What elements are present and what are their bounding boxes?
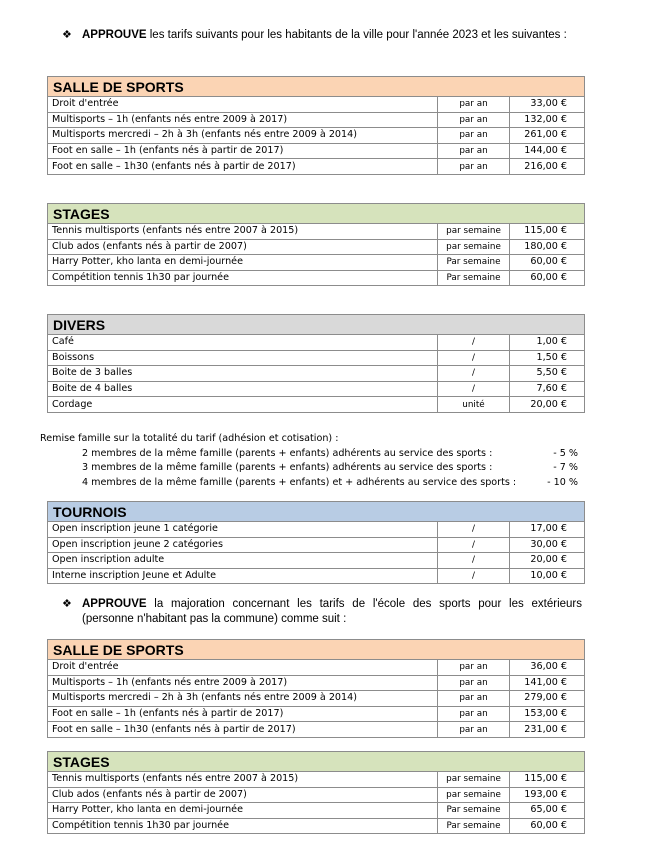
diamond-bullet-icon: ❖: [62, 598, 72, 610]
tariff-price: 7,60 €: [510, 381, 585, 397]
table-row: [48, 159, 585, 175]
tariff-label: Club ados (enfants nés à partir de 2007): [48, 787, 438, 803]
tariff-price: 20,00 €: [510, 553, 585, 569]
tariff-period: par an: [438, 112, 510, 128]
tariff-period: Par semaine: [438, 270, 510, 286]
diamond-bullet-icon: ❖: [62, 29, 72, 41]
table-row: [48, 270, 585, 286]
approval-text: la majoration concernant les tarifs de l'école des sports pour les extérieurs (personne n'habitant pas la commune) comme suit :: [82, 598, 582, 625]
table-row: [48, 143, 585, 159]
table-row: [48, 397, 585, 413]
family-discount-section: [40, 432, 600, 490]
table-salle-de-sports-residents: [47, 76, 585, 175]
table-row: [48, 537, 585, 553]
tariff-price: 141,00 €: [510, 675, 585, 691]
section-header: STAGES: [48, 204, 585, 224]
tariff-price: 144,00 €: [510, 143, 585, 159]
tariff-period: par semaine: [438, 787, 510, 803]
tariff-label: Droit d'entrée: [48, 97, 438, 113]
tariff-price: 60,00 €: [510, 818, 585, 834]
tariff-label: Boite de 3 balles: [48, 366, 438, 382]
section-header: SALLE DE SPORTS: [48, 77, 585, 97]
tariff-price: 20,00 €: [510, 397, 585, 413]
tariff-price: 10,00 €: [510, 568, 585, 584]
table-row: [48, 335, 585, 351]
tariff-label: Boite de 4 balles: [48, 381, 438, 397]
discount-percent: - 7 %: [553, 462, 578, 473]
table-row: [48, 691, 585, 707]
approval-keyword: APPROUVE: [82, 29, 147, 41]
tariff-label: Multisports – 1h (enfants nés entre 2009 à 2017): [48, 112, 438, 128]
tariff-price: 115,00 €: [510, 772, 585, 788]
table-row: [48, 224, 585, 240]
tariff-price: 153,00 €: [510, 706, 585, 722]
table-stages-non-residents: [47, 751, 585, 834]
tariff-label: Harry Potter, kho lanta en demi-journée: [48, 803, 438, 819]
table-row: [48, 366, 585, 382]
section-header: TOURNOIS: [48, 502, 585, 522]
tariff-price: 261,00 €: [510, 128, 585, 144]
tariff-period: /: [438, 553, 510, 569]
table-row: [48, 128, 585, 144]
tariff-period: unité: [438, 397, 510, 413]
tariff-label: Foot en salle – 1h (enfants nés à partir de 2017): [48, 706, 438, 722]
tariff-price: 65,00 €: [510, 803, 585, 819]
tariff-period: par semaine: [438, 772, 510, 788]
discount-condition: 2 membres de la même famille (parents + enfants) adhérents au service des sports :: [82, 447, 493, 459]
tariff-period: par an: [438, 722, 510, 738]
tariff-period: par an: [438, 675, 510, 691]
tariff-label: Harry Potter, kho lanta en demi-journée: [48, 255, 438, 271]
tariff-price: 36,00 €: [510, 660, 585, 676]
table-row: [48, 787, 585, 803]
tariff-label: Multisports mercredi – 2h à 3h (enfants nés entre 2009 à 2014): [48, 128, 438, 144]
table-row: [48, 772, 585, 788]
table-salle-de-sports-non-residents: [47, 639, 585, 738]
section-header: STAGES: [48, 752, 585, 772]
section-header: DIVERS: [48, 315, 585, 335]
tariff-price: 5,50 €: [510, 366, 585, 382]
section-header: SALLE DE SPORTS: [48, 640, 585, 660]
table-row: [48, 381, 585, 397]
tariff-label: Foot en salle – 1h (enfants nés à partir de 2017): [48, 143, 438, 159]
tariff-price: 17,00 €: [510, 522, 585, 538]
table-divers: [47, 314, 585, 413]
table-row: [48, 255, 585, 271]
tariff-label: Café: [48, 335, 438, 351]
tariff-label: Tennis multisports (enfants nés entre 2007 à 2015): [48, 772, 438, 788]
table-row: [48, 553, 585, 569]
discount-percent: - 5 %: [553, 447, 578, 459]
discount-percent: - 10 %: [547, 476, 578, 488]
table-row: [48, 239, 585, 255]
discount-line: [40, 476, 600, 491]
tariff-price: 60,00 €: [510, 270, 585, 286]
tariff-label: Tennis multisports (enfants nés entre 2007 à 2015): [48, 224, 438, 240]
discount-line: [40, 461, 600, 476]
tariff-period: /: [438, 381, 510, 397]
tariff-period: /: [438, 568, 510, 584]
tariff-period: par an: [438, 159, 510, 175]
approval-text: les tarifs suivants pour les habitants de la ville pour l'année 2023 et les suivantes :: [146, 29, 567, 41]
tariff-label: Open inscription adulte: [48, 553, 438, 569]
discount-line: [40, 447, 600, 462]
tariff-label: Open inscription jeune 2 catégories: [48, 537, 438, 553]
table-row: [48, 818, 585, 834]
table-row: [48, 112, 585, 128]
tariff-price: 216,00 €: [510, 159, 585, 175]
family-discount-intro: Remise famille sur la totalité du tarif (adhésion et cotisation) :: [40, 433, 339, 444]
tariff-period: /: [438, 366, 510, 382]
tariff-period: par an: [438, 691, 510, 707]
table-row: [48, 675, 585, 691]
tariff-period: par semaine: [438, 239, 510, 255]
discount-condition: 4 membres de la même famille (parents + enfants) et + adhérents au service des sports :: [82, 476, 517, 488]
table-stages-residents: [47, 203, 585, 286]
tariff-label: Cordage: [48, 397, 438, 413]
tariff-price: 279,00 €: [510, 691, 585, 707]
tariff-price: 1,00 €: [510, 335, 585, 351]
tariff-label: Multisports – 1h (enfants nés entre 2009 à 2017): [48, 675, 438, 691]
table-row: [48, 350, 585, 366]
tariff-price: 30,00 €: [510, 537, 585, 553]
tariff-period: /: [438, 537, 510, 553]
tariff-period: /: [438, 350, 510, 366]
tariff-label: Foot en salle – 1h30 (enfants nés à partir de 2017): [48, 159, 438, 175]
table-row: [48, 522, 585, 538]
tariff-period: Par semaine: [438, 818, 510, 834]
table-row: [48, 706, 585, 722]
tariff-label: Droit d'entrée: [48, 660, 438, 676]
tariff-price: 231,00 €: [510, 722, 585, 738]
tariff-period: par an: [438, 706, 510, 722]
tariff-label: Compétition tennis 1h30 par journée: [48, 818, 438, 834]
table-row: [48, 803, 585, 819]
table-tournois: [47, 501, 585, 584]
tariff-period: /: [438, 335, 510, 351]
tariff-period: par an: [438, 128, 510, 144]
table-row: [48, 660, 585, 676]
tariff-label: Compétition tennis 1h30 par journée: [48, 270, 438, 286]
tariff-price: 115,00 €: [510, 224, 585, 240]
tariff-label: Foot en salle – 1h30 (enfants nés à partir de 2017): [48, 722, 438, 738]
discount-condition: 3 membres de la même famille (parents + enfants) adhérents au service des sports :: [82, 462, 493, 473]
tariff-label: Boissons: [48, 350, 438, 366]
tariff-price: 1,50 €: [510, 350, 585, 366]
tariff-price: 193,00 €: [510, 787, 585, 803]
table-row: [48, 568, 585, 584]
tariff-period: par an: [438, 660, 510, 676]
tariff-label: Club ados (enfants nés à partir de 2007): [48, 239, 438, 255]
tariff-price: 60,00 €: [510, 255, 585, 271]
tariff-price: 180,00 €: [510, 239, 585, 255]
tariff-period: /: [438, 522, 510, 538]
tariff-label: Multisports mercredi – 2h à 3h (enfants nés entre 2009 à 2014): [48, 691, 438, 707]
tariff-period: par an: [438, 143, 510, 159]
tariff-period: par an: [438, 97, 510, 113]
table-row: [48, 97, 585, 113]
approval-keyword: APPROUVE: [82, 598, 147, 610]
tariff-price: 132,00 €: [510, 112, 585, 128]
tariff-period: Par semaine: [438, 803, 510, 819]
tariff-label: Open inscription jeune 1 catégorie: [48, 522, 438, 538]
tariff-label: Interne inscription Jeune et Adulte: [48, 568, 438, 584]
tariff-period: Par semaine: [438, 255, 510, 271]
table-row: [48, 722, 585, 738]
tariff-price: 33,00 €: [510, 97, 585, 113]
tariff-period: par semaine: [438, 224, 510, 240]
